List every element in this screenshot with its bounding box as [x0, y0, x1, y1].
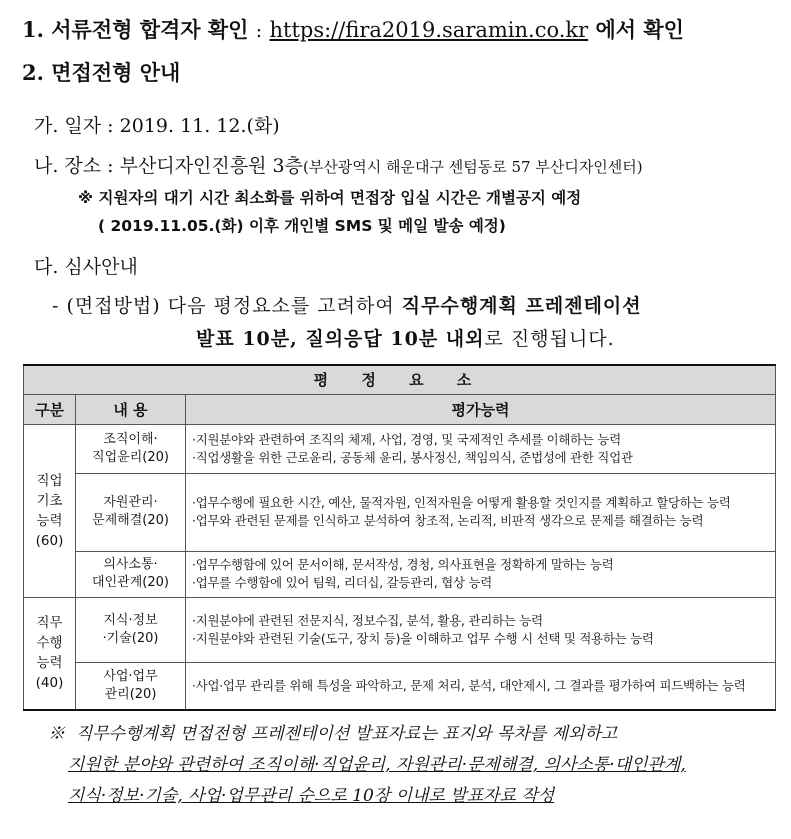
notice-line1: ※ 지원자의 대기 시간 최소화를 위하여 면접장 입실 시간은 개별공지 예정: [78, 189, 582, 207]
table-row: [24, 424, 776, 473]
evaluation-table: [23, 364, 776, 711]
place-line: [34, 151, 643, 178]
review-label: 다. 심사안내: [34, 256, 138, 278]
ability-cell: ·지원분야와 관련하여 조직의 체제, 사업, 경영, 및 국제적인 추세를 이해하는 능력 ·직업생활을 위한 근로윤리, 공동체 윤리, 봉사정신, 책임의식, 준법성에 관한 직업관: [186, 424, 776, 473]
header-category: 구분: [24, 394, 76, 424]
place-label: 나. 장소 :: [34, 155, 114, 177]
content-cell: 지식·정보 ·기술(20): [76, 597, 186, 662]
section1-colon: :: [255, 20, 263, 42]
category-cell: 직무 수행 능력 (40): [24, 597, 76, 710]
place-value: 부산디자인진흥원 3층: [119, 155, 303, 177]
method-prefix: - (면접방법) 다음 평정요소를 고려하여: [52, 295, 395, 317]
section1-heading: [22, 14, 684, 44]
footnote-line1: [48, 719, 617, 749]
content-cell: 자원관리· 문제해결(20): [76, 473, 186, 551]
table-row: [24, 473, 776, 551]
result-link[interactable]: https://fira2019.saramin.co.kr: [269, 18, 589, 42]
table-row: [24, 597, 776, 662]
header-content: 내 용: [76, 394, 186, 424]
notice-line2: ( 2019.11.05.(화) 이후 개인별 SMS 및 메일 발송 예정): [98, 217, 506, 235]
section2-title: 면접전형 안내: [51, 60, 181, 85]
footnote-text3: 지식·정보·기술, 사업·업무관리 순으로 10장 이내로 발표자료 작성: [68, 786, 555, 806]
footnote-text1: 직무수행계획 면접전형 프레젠테이션 발표자료는 표지와 목차를 제외하고: [75, 724, 618, 744]
footnote-mark: ※: [48, 724, 65, 744]
section2-number: 2.: [22, 60, 44, 85]
footnote-line2: [68, 750, 686, 780]
table-title: 평 정 요 소: [24, 365, 776, 394]
method-bold2: 발표 10분, 질의응답 10분 내외: [196, 328, 485, 350]
date-value: 2019. 11. 12.(화): [119, 115, 280, 137]
section1-title: 서류전형 합격자 확인: [51, 17, 249, 42]
category-cell: 직업 기초 능력 (60): [24, 424, 76, 597]
ability-cell: ·업무수행에 필요한 시간, 예산, 물적자원, 인적자원을 어떻게 활용할 것인지를 계획하고 할당하는 능력 ·업무와 관련된 문제를 인식하고 분석하여 창조적, 논리적, 비판적 생각으로 문제를 해결하는 능력: [186, 473, 776, 551]
date-line: [34, 111, 280, 138]
place-detail: (부산광역시 해운대구 센텀동로 57 부산디자인센터): [302, 158, 643, 176]
date-label: 가. 일자 :: [34, 115, 114, 137]
content-cell: 의사소통· 대인관계(20): [76, 551, 186, 597]
section2-heading: [22, 57, 180, 87]
header-ability: 평가능력: [186, 394, 776, 424]
footnote-text2: 지원한 분야와 관련하여 조직이해·직업윤리, 자원관리·문제해결, 의사소통·대인관계,: [68, 755, 686, 775]
table-row: [24, 662, 776, 710]
ability-cell: ·지원분야에 관련된 전문지식, 정보수집, 분석, 활용, 관리하는 능력 ·지원분야와 관련된 기술(도구, 장치 등)을 이해하고 업무 수행 시 선택 및 적용하는 능력: [186, 597, 776, 662]
content-cell: 사업·업무 관리(20): [76, 662, 186, 710]
ability-cell: ·업무수행함에 있어 문서이해, 문서작성, 경청, 의사표현을 정확하게 말하는 능력 ·업무를 수행함에 있어 팀웍, 리더십, 갈등관리, 협상 능력: [186, 551, 776, 597]
method-tail: 로 진행됩니다.: [484, 328, 615, 350]
content-cell: 조직이해· 직업윤리(20): [76, 424, 186, 473]
section1-number: 1.: [22, 17, 44, 42]
section1-suffix: 에서 확인: [595, 17, 684, 42]
method-line2: [196, 324, 615, 351]
ability-cell: ·사업·업무 관리를 위해 특성을 파악하고, 문제 처리, 분석, 대안제시, 그 결과를 평가하여 피드백하는 능력: [186, 662, 776, 710]
method-line1: [52, 291, 642, 318]
table-row: [24, 551, 776, 597]
footnote-line3: [68, 781, 554, 811]
method-bold1: 직무수행계획 프레젠테이션: [401, 295, 642, 317]
